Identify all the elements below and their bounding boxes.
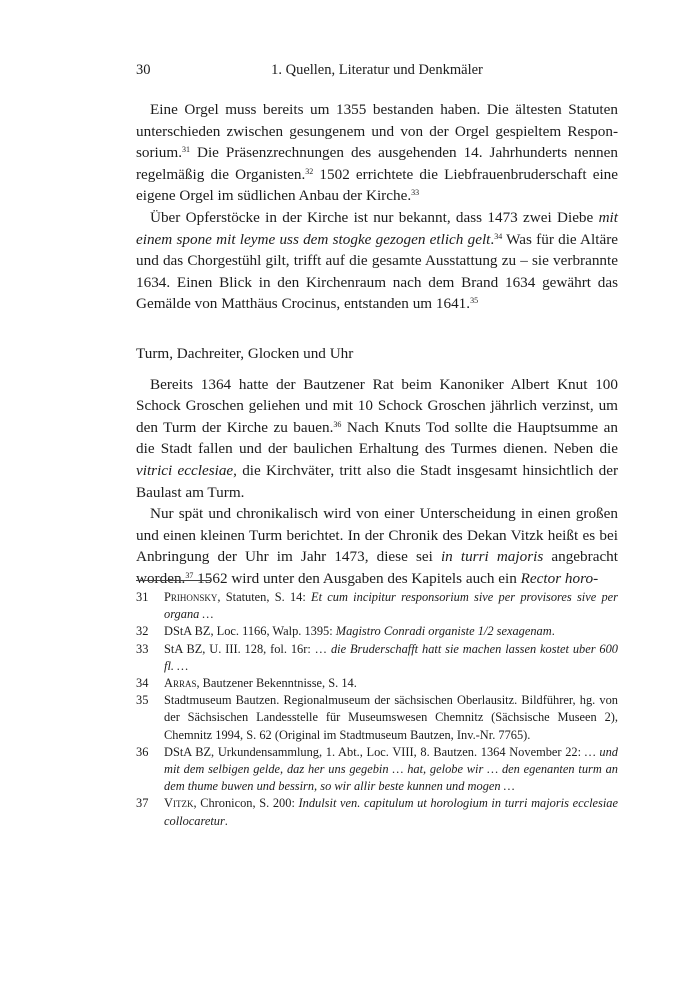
page-number: 30 [136,62,151,78]
section-heading: Turm, Dachreiter, Glocken und Uhr [136,344,354,362]
paragraph-tower: Bereits 1364 hatte der Bautzener Rat beim Kanoniker Albert Knut 100 Schock Groschen geliehen und mit 10 Schock Groschen jährlich verzinst, um den Turm der Kirche zu bauen.$^{36}$ Nach Knuts Tod sollte die Hauptsumme an die Stadt fallen und der baulichen Erhaltung des Turmes dienen. Neben die vitrici ecclesiae, die Kirchväter, tritt also die Stadt insgesamt hinsichtlich der Baulast am Turm. [136,375,618,501]
author: Vitzk [164,796,194,811]
latin-term: in turri majoris [440,548,544,566]
chapter-title: 1. Quellen, Literatur und Denkmäler [271,62,483,78]
footnote-number: 35 [136,693,149,708]
latin-term: vitrici ecclesiae [136,461,234,479]
footnote: 32 DStA BZ, Loc. 1166, Walp. 1395: Magistro Conradi organiste 1/2 sexagenam. [136,623,618,640]
footnote-ref: 31 [182,145,190,155]
footnote-ref: 37 [185,570,194,580]
footnote-number: 31 [136,590,149,604]
footnote-number: 36 [136,744,149,759]
footnote: 36 DStA BZ, Urkundensammlung, 1. Abt., Loc. VIII, 8. Bautzen. 1364 November 22: … und mit dem selbigen gelde, daz her uns gegebin … hat, gelobe wir … den egenanten turm an dem thume buwen und bessirn, so wir allir beste kunnen und mogen … [136,744,618,796]
footnote-rule [136,580,210,581]
main-text [136,99,618,589]
footnote: 34 Arras, Bautzener Bekenntnisse, S. 14. [136,675,618,692]
footnote: 35 Stadtmuseum Bautzen. Regionalmuseum der sächsischen Oberlausitz. Bildführer, hg. von der Sächsischen Landesstelle für Museumswesen Chemnitz (Sächsische Museen 2), Chemnitz 1994, S. 62 (Original im Stadtmuseum Bautzen, Inv.-Nr. 7765). [136,692,618,744]
footnote-number: 32 [136,624,149,639]
footnote-number: 34 [136,676,149,691]
latin-term: Rector horo- [520,569,599,587]
paragraph-chronicle: Nur spät und chronikalisch wird von einer Unterscheidung in einen großen und einen kleinen Turm berichtet. In der Chronik des Dekan Vitzk heißt es bei Anbringung der Uhr im Jahr 1473, diese sei in turri majoris angebracht worden.$^{37}$ 1562 wird unter den Ausgaben des Kapitels auch ein Rector horo- [136,505,618,587]
footnote-number: 33 [136,641,149,656]
footnote-number: 37 [136,796,149,811]
paragraph-offertory: Über Opferstöcke in der Kirche ist nur bekannt, dass 1473 zwei Diebe mit einem spone mit leyme uss dem stogke gezogen etlich gelt.$^{34}$ Was für die Altäre und das Chorgestühl gilt, trifft auf die gesamte Ausstattung zu – sie verbrannte 1634. Einen Blick in den Kirchenraum nach dem Brand 1634 gewährt das Gemälde von Matthäus Crocinus, entstanden um 1641.35 [136,208,618,313]
author: Arras [164,676,197,691]
footnote-ref: 36 [333,419,342,429]
footnote: 33 StA BZ, U. III. 128, fol. 16r: … die Bruderschafft hatt sie machen lassen kostet uber 600 fl. … [136,641,618,675]
footnote-ref: 34 [494,231,503,241]
author: Prihonsky [164,590,218,604]
footnote-ref: 35 [470,296,479,306]
running-head [136,62,618,82]
footnotes [136,589,618,830]
footnote-ref: 32 [305,166,314,176]
footnote: 31 Prihonsky, Statuten, S. 14: Et cum incipitur responsorium sive per provisores sive per organa … [136,589,618,623]
paragraph-organ: Eine Orgel muss bereits um 1355 bestanden haben. Die ältesten Statuten unterschieden zwischen gesungenem und von der Orgel gespieltem Responsorium.$^{31}$ Die Präsenzrechnungen des ausgehenden 14. Jahrhunderts nennen regelmäßig die Organisten.$^{32}$ 1502 errichtete die Liebfrauenbruderschaft eine eigene Orgel im südlichen Anbau der Kirche.$^{33}$ [136,101,619,205]
footnote-ref: 33 [411,188,420,198]
quotation: mit einem spone mit leyme uss dem stogke gezogen etlich gelt [136,208,618,248]
footnote: 37 Vitzk, Chronicon, S. 200: Indulsit ven. capitulum ut horologium in turri majoris ecclesiae collocaretur. [136,795,618,829]
